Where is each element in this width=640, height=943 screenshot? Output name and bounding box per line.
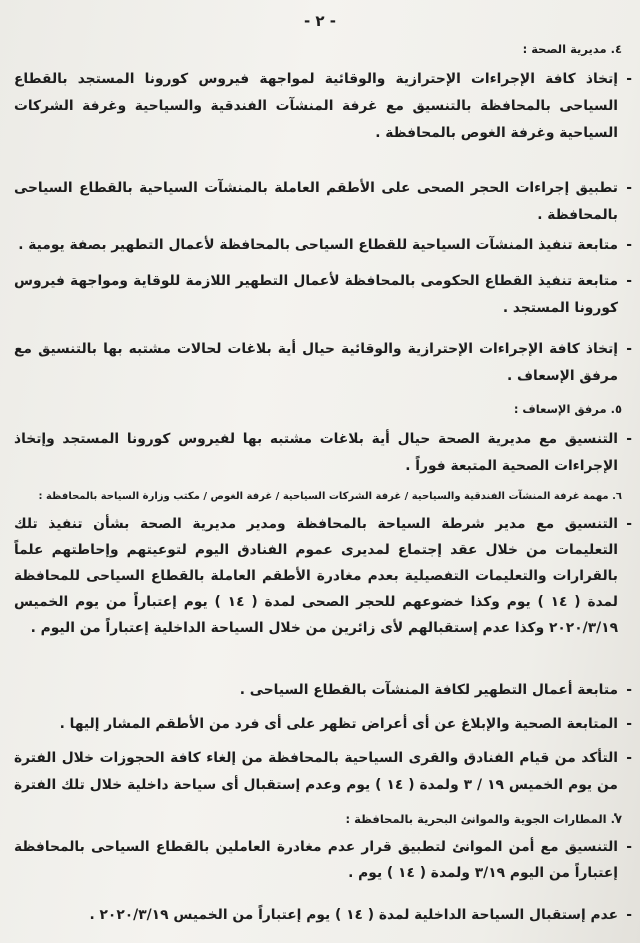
list-item-text: المتابعة الصحية والإبلاغ عن أى أعراض تظهر على أى فرد من الأطقم المشار إليها . — [59, 716, 618, 732]
list-item-text: متابعة تنفيذ المنشآت السياحية للقطاع السياحى بالمحافظة لأعمال التطهير بصفة يومية . — [18, 237, 618, 253]
list-item-text: عدم إستقبال السياحة الداخلية لمدة ( ١٤ ) يوم إعتباراً من الخميس ٢٠٢٠/٣/١٩ . — [89, 907, 618, 923]
list-item-text: إتخاذ كافة الإجراءات الإحترازية والوقائية لمواجهة فيروس كورونا المستجد بالقطاع السياحى بالمحافظة بالتنسيق مع غرفة المنشآت الفندقية والسياحية وغرفة الشركات السياحية وغرفة الغوص بالمحافظة . — [14, 71, 618, 141]
bullet-mark: - — [626, 682, 632, 698]
section-heading-tourism-chambers: ٦. مهمة غرفة المنشآت الفندقية والسياحية / غرفة الشركات السياحية / غرفة الغوص / مكتب وزارة السياحة بالمحافظة : — [38, 491, 622, 502]
list-item-text: متابعة تنفيذ القطاع الحكومى بالمحافظة لأعمال التطهير اللازمة للوقاية ومواجهة فيروس كورونا المستجد . — [14, 273, 618, 316]
bullet-mark: - — [626, 341, 632, 357]
bullet-mark: - — [626, 716, 632, 732]
list-item — [14, 175, 632, 229]
bullet-mark: - — [626, 516, 632, 532]
section-heading-health-directorate: ٤. مديرية الصحة : — [522, 42, 622, 56]
section-heading-ambulance: ٥. مرفق الإسعاف : — [513, 402, 622, 416]
section-heading-airports-ports: ٧. المطارات الجوية والموانئ البحرية بالمحافظة : — [345, 812, 622, 826]
bullet-mark: - — [626, 180, 632, 196]
bullet-mark: - — [626, 273, 632, 289]
list-item — [14, 834, 632, 886]
bullet-mark: - — [626, 431, 632, 447]
list-item — [14, 232, 632, 259]
list-item — [14, 268, 632, 322]
list-item — [14, 511, 632, 641]
bullet-mark: - — [626, 839, 632, 855]
bullet-mark: - — [626, 750, 632, 766]
list-item-text: تطبيق إجراءات الحجر الصحى على الأطقم العاملة بالمنشآت السياحية بالقطاع السياحى بالمحافظة . — [14, 180, 618, 223]
list-item — [14, 66, 632, 147]
bullet-mark: - — [626, 907, 632, 923]
bullet-mark: - — [626, 71, 632, 87]
page-number: - ٢ - — [303, 12, 337, 30]
list-item-text: التأكد من قيام الفنادق والقرى السياحية بالمحافظة من إلغاء كافة الحجوزات خلال الفترة من يوم الخميس ١٩ / ٣ ولمدة ( ١٤ ) يوم وعدم إستقبال أى سياحة داخلية خلال تلك الفترة . — [14, 750, 618, 820]
list-item — [14, 426, 632, 480]
list-item — [14, 336, 632, 390]
list-item-text: التنسيق مع مدير شرطة السياحة بالمحافظة ومدير مديرية الصحة بشأن تنفيذ تلك التعليمات من خلال عقد إجتماع لمديرى عموم الفنادق اليوم لتوعيتهم وإحاطتهم علماً بالقرارات والتعليمات التفصيلية بعدم مغادرة الأطقم العاملة بالقطاع السياحى للمحافظة لمدة ( ١٤ ) يوم وكذا خضوعهم للحجر الصحى لمدة ( ١٤ ) يوم إعتباراً من يوم الخميس ٢٠٢٠/٣/١٩ وكذا عدم إستقبالهم لأى زائرين من خلال السياحة الداخلية إعتباراً من اليوم . — [14, 516, 618, 636]
list-item — [14, 677, 632, 704]
list-item-text: التنسيق مع مديرية الصحة حيال أية بلاغات مشتبه بها لفيروس كورونا المستجد وإتخاذ الإجراءات الصحية المتبعة فوراً . — [14, 431, 618, 474]
list-item — [14, 902, 632, 929]
list-item-text: متابعة أعمال التطهير لكافة المنشآت بالقطاع السياحى . — [239, 682, 618, 698]
list-item-text: إتخاذ كافة الإجراءات الإحترازية والوقائية حيال أية بلاغات لحالات مشتبه بها بالتنسيق مع مرفق الإسعاف . — [14, 341, 618, 384]
list-item-text: التنسيق مع أمن الموانئ لتطبيق قرار عدم مغادرة العاملين بالقطاع السياحى بالمحافظة إعتباراً من اليوم ٣/١٩ ولمدة ( ١٤ ) يوم . — [14, 839, 618, 881]
bullet-mark: - — [626, 237, 632, 253]
list-item — [14, 711, 632, 738]
